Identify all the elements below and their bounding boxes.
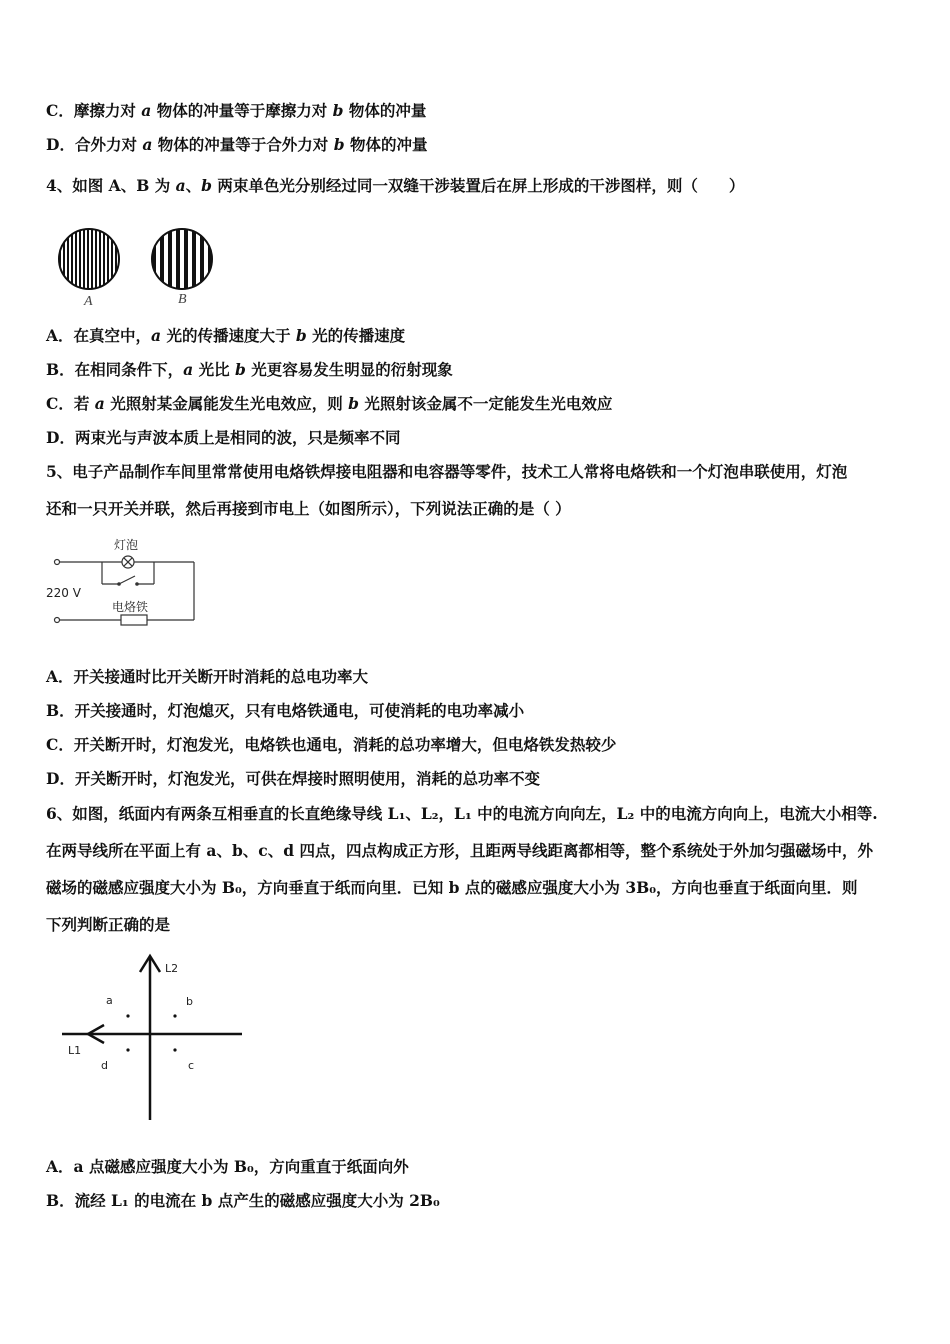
stem-text: 、	[185, 176, 202, 195]
var-b: b	[295, 326, 307, 345]
point-d-dot	[126, 1048, 129, 1051]
label-b: b	[186, 995, 193, 1008]
option-text: 若	[73, 394, 95, 413]
q3-option-d	[46, 135, 427, 155]
var-b: b	[348, 394, 359, 413]
point-c-dot	[173, 1048, 176, 1051]
switch-contact	[135, 582, 139, 586]
q4-option-a	[46, 326, 405, 346]
option-text: 光比	[193, 360, 235, 379]
q5-option-a	[46, 667, 368, 687]
var-a: a	[141, 101, 152, 120]
var-a: a	[175, 176, 186, 195]
option-text: 开关断开时，灯泡发光，可供在焊接时照明使用，消耗的总功率不变	[74, 769, 540, 788]
option-label: D．	[46, 428, 75, 447]
label-a: A	[84, 294, 93, 309]
var-a: a	[151, 326, 162, 345]
label-a: a	[106, 994, 113, 1007]
option-label: B．	[46, 1191, 75, 1210]
q4-option-b	[46, 360, 453, 380]
q5-option-d	[46, 769, 540, 789]
stem-text: 4、如图 A、B 为	[46, 176, 176, 195]
label-b: B	[178, 292, 187, 307]
option-text: 两束光与声波本质上是相同的波，只是频率不同	[74, 428, 401, 447]
option-text: 开关接通时比开关断开时消耗的总电功率大	[73, 667, 369, 686]
point-b-dot	[173, 1014, 176, 1017]
q6-option-a	[46, 1157, 409, 1177]
q4-option-d	[46, 428, 400, 448]
q5-option-b	[46, 701, 524, 721]
option-label: B．	[46, 701, 75, 720]
label-c: c	[188, 1059, 195, 1072]
interference-figure	[56, 228, 226, 314]
q4-stem	[46, 176, 744, 196]
q6-stem-line-2: 在两导线所在平面上有 a、b、c、d 四点，四点构成正方形，且距两导线距离都相等，整个系统处于外加匀强磁场中，外	[46, 841, 873, 860]
q6-option-b	[46, 1191, 440, 1211]
option-text: 物体的冲量	[344, 135, 428, 154]
option-label: C．	[46, 735, 74, 754]
label-d: d	[101, 1059, 108, 1072]
var-a: a	[94, 394, 105, 413]
option-label: C．	[46, 394, 74, 413]
var-b: b	[234, 360, 246, 379]
option-text: 在真空中，	[73, 326, 152, 345]
wire-diagram	[58, 948, 248, 1123]
option-label: A．	[46, 326, 74, 345]
var-a: a	[183, 360, 194, 379]
option-label: D．	[46, 769, 75, 788]
q3-option-c	[46, 101, 426, 121]
q5-stem-line-1: 5、电子产品制作车间里常常使用电烙铁焊接电阻器和电容器等零件，技术工人常将电烙铁和一个灯泡串联使用，灯泡	[46, 462, 848, 481]
option-text: 在相同条件下，	[74, 360, 184, 379]
q6-stem-line-3: 磁场的磁感应强度大小为 B₀，方向垂直于纸而向里．已知 b 点的磁感应强度大小为 3B₀，方向也垂直于纸面向里．则	[46, 878, 858, 897]
interference-patterns	[56, 228, 226, 314]
option-label: D．	[46, 135, 75, 154]
var-b: b	[332, 101, 344, 120]
option-text: 合外力对	[74, 135, 143, 154]
option-label: C．	[46, 101, 74, 120]
stem-text: 两束单色光分别经过同一双缝干涉装置后在屏上形成的干涉图样，则（ ）	[212, 176, 745, 195]
q4-option-c	[46, 394, 612, 414]
option-text: 物体的冲量	[343, 101, 427, 120]
switch-contact	[117, 582, 121, 586]
iron-label: 电烙铁	[112, 600, 149, 614]
var-b: b	[333, 135, 345, 154]
option-text: 光照射该金属不一定能发生光电效应	[358, 394, 613, 413]
var-b: b	[201, 176, 213, 195]
option-text: 摩擦力对	[73, 101, 142, 120]
option-text: 光照射某金属能发生光电效应，则	[104, 394, 349, 413]
voltage-label: 220 V	[46, 586, 81, 600]
wire-lines	[58, 948, 248, 1123]
option-label: A．	[46, 667, 74, 686]
q5-stem-line-2: 还和一只开关并联，然后再接到市电上（如图所示），下列说法正确的是（ ）	[46, 499, 571, 518]
option-text: 光更容易发生明显的衍射现象	[245, 360, 453, 379]
option-text: 光的传播速度	[306, 326, 406, 345]
option-label: A．	[46, 1157, 74, 1176]
bulb-label: 灯泡	[114, 538, 139, 552]
q6-stem-line-1: 6、如图，纸面内有两条互相垂直的长直绝缘导线 L₁、L₂，L₁ 中的电流方向向左，L₂ 中的电流方向向上，电流大小相等.	[46, 804, 878, 823]
circuit-diagram	[44, 532, 204, 632]
q5-option-c	[46, 735, 616, 755]
option-text: 物体的冲量等于合外力对	[152, 135, 334, 154]
option-text: 开关接通时，灯泡熄灭，只有电烙铁通电，可使消耗的电功率减小	[74, 701, 525, 720]
var-a: a	[142, 135, 153, 154]
l1-label: L1	[68, 1044, 82, 1057]
q6-stem-line-4: 下列判断正确的是	[46, 915, 171, 934]
option-text: 开关断开时，灯泡发光，电烙铁也通电，消耗的总功率增大，但电烙铁发热较少	[73, 735, 617, 754]
l2-label: L2	[165, 962, 179, 975]
option-text: 流经 L₁ 的电流在 b 点产生的磁感应强度大小为 2B₀	[74, 1191, 440, 1210]
option-text: 光的传播速度大于	[161, 326, 296, 345]
option-text: a 点磁感应强度大小为 B₀，方向重直于纸面向外	[73, 1157, 409, 1176]
point-a-dot	[126, 1014, 129, 1017]
option-label: B．	[46, 360, 75, 379]
option-text: 物体的冲量等于摩擦力对	[151, 101, 333, 120]
